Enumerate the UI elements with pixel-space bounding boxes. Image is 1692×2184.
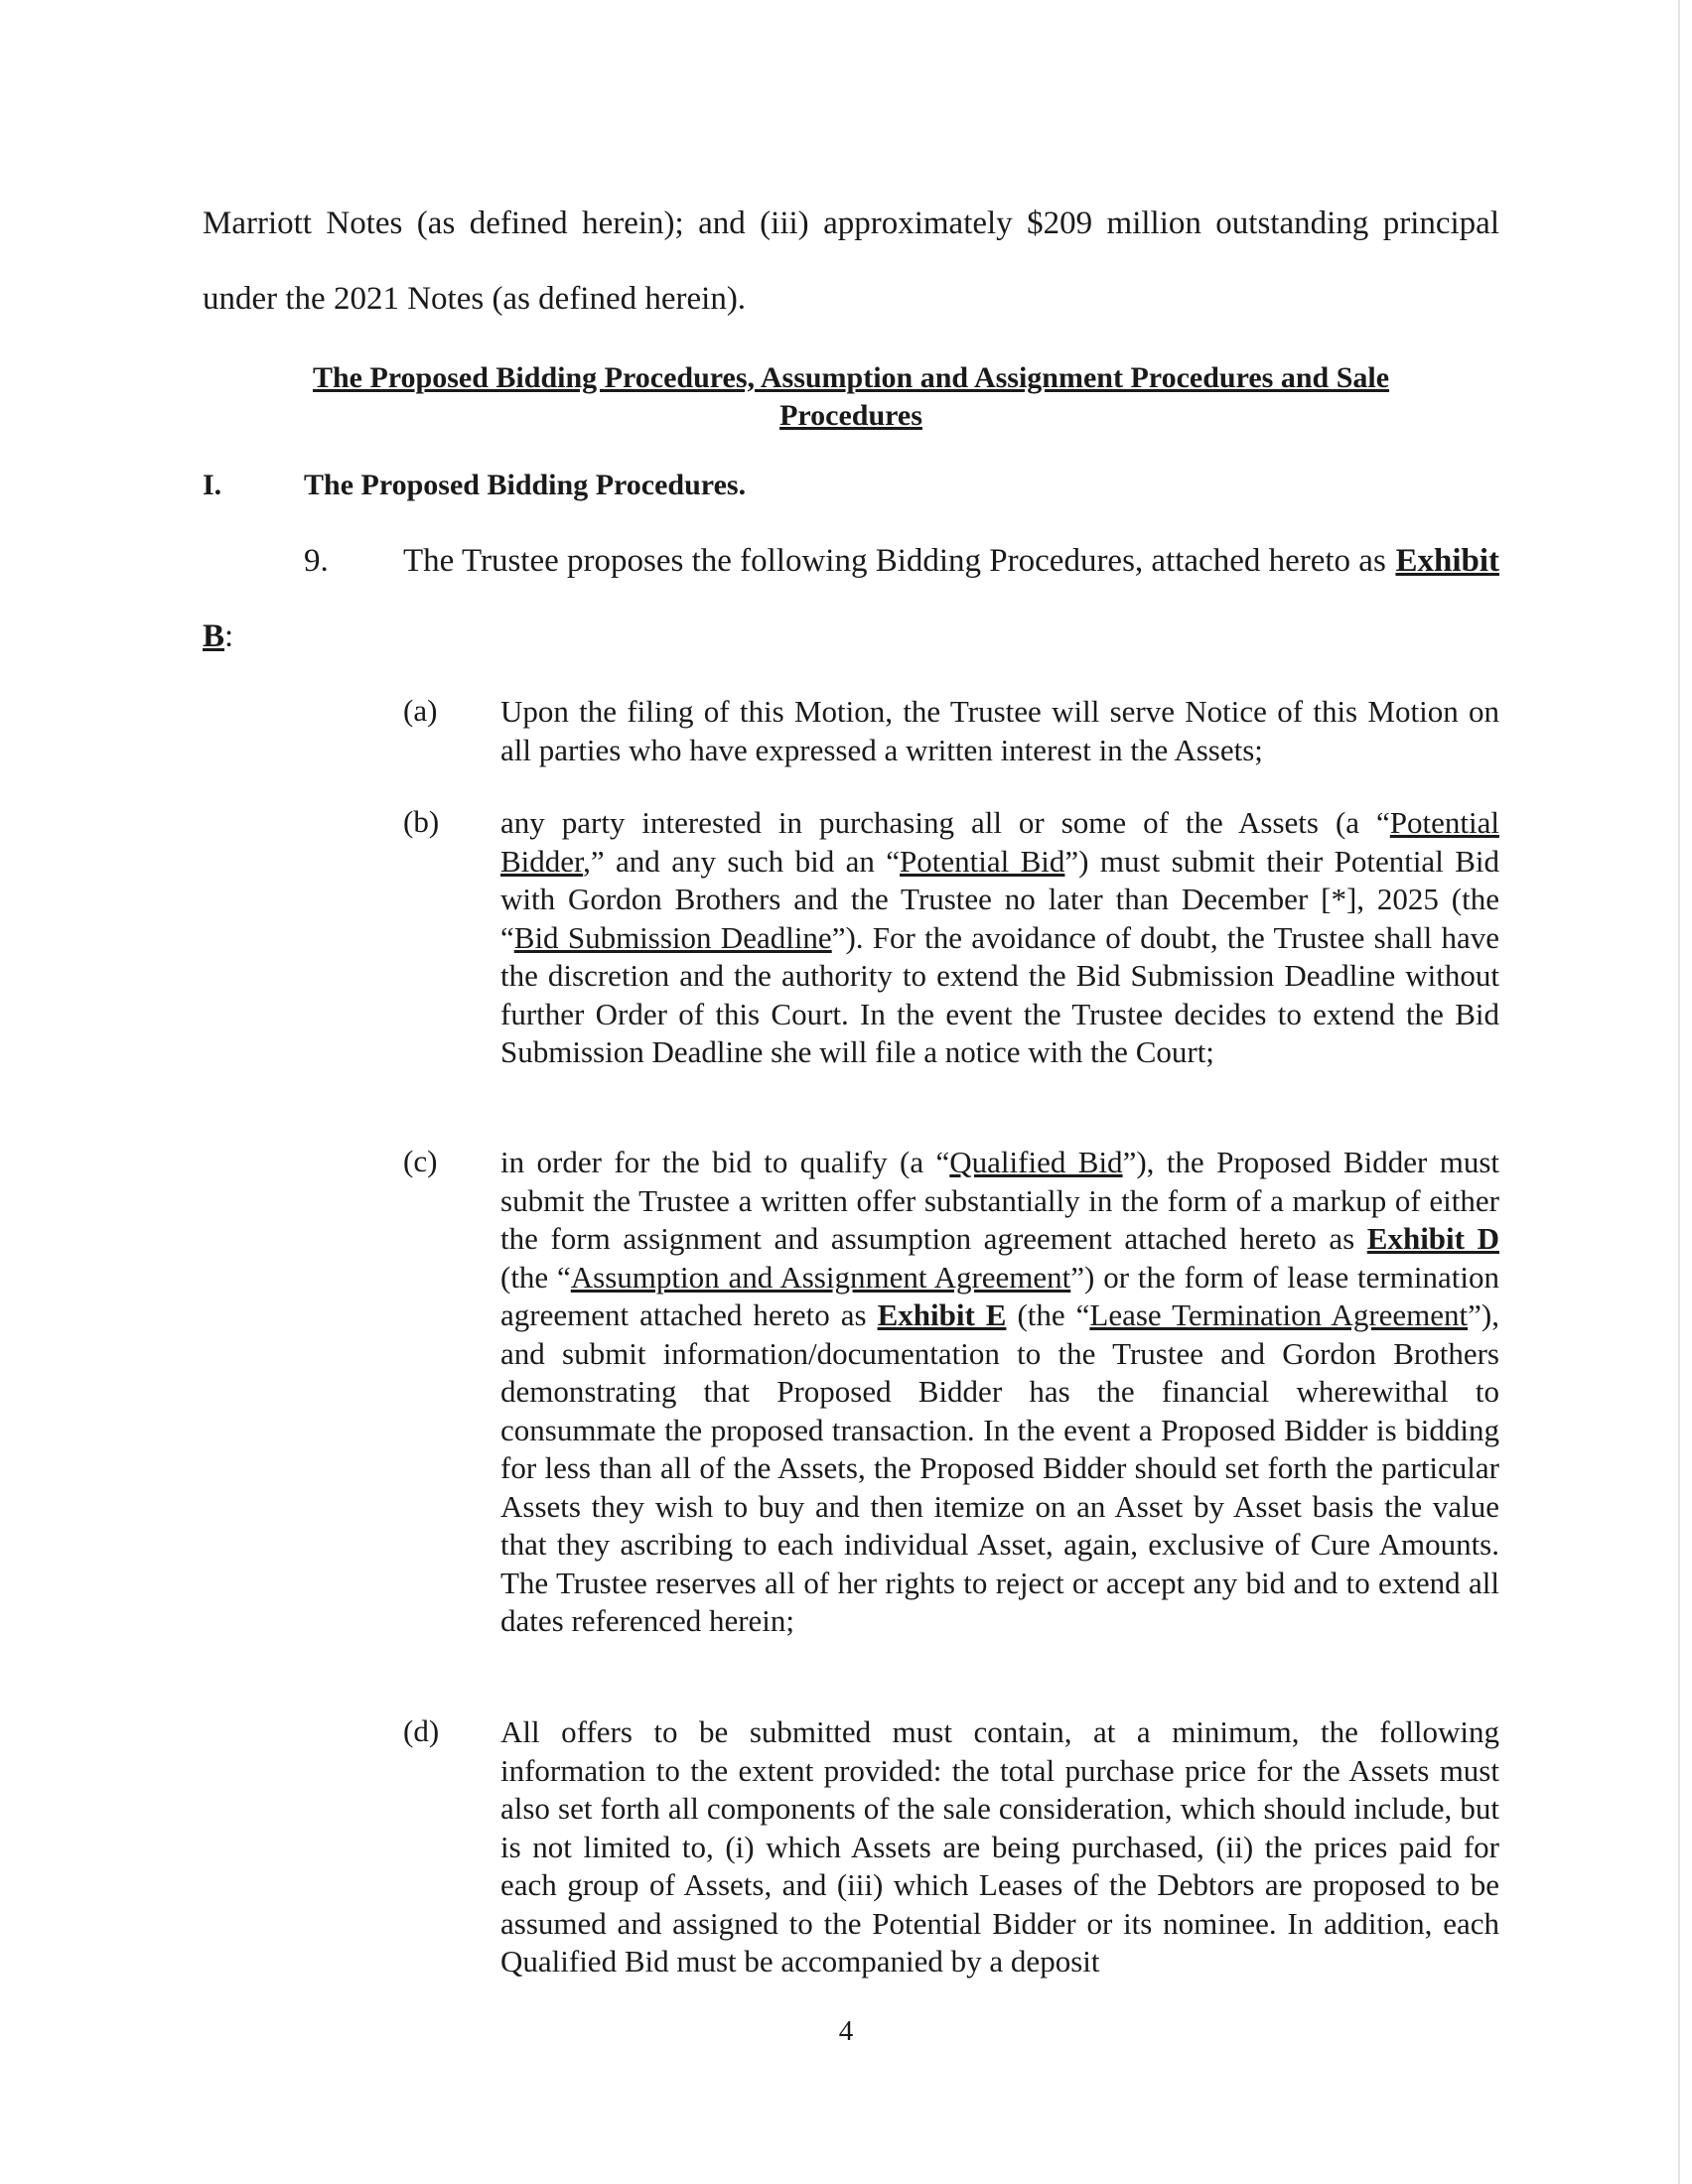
intro-line-1: Marriott Notes (as defined herein); and (iii) approximately $209 million outstanding principal bbox=[203, 205, 1499, 241]
assumption-assignment-agreement-term: Assumption and Assignment Agreement bbox=[570, 1259, 1071, 1295]
exhibit-d-reference: Exhibit D bbox=[1366, 1221, 1499, 1256]
item-c-text-2: ”), the Proposed Bidder must submit the Trustee a written offer substantially in the form of a markup of either the form assignment and assumption agreement attached hereto as bbox=[500, 1145, 1499, 1256]
para-9-line bbox=[403, 542, 1499, 580]
potential-bidder-term: Potential Bidder bbox=[500, 805, 1499, 879]
lease-termination-agreement-term: Lease Termination Agreement bbox=[1089, 1297, 1469, 1332]
item-c-label: (c) bbox=[403, 1144, 438, 1178]
item-b-text bbox=[500, 804, 1499, 1072]
exhibit-b-letter: B bbox=[203, 618, 225, 654]
bid-submission-deadline-term: Bid Submission Deadline bbox=[513, 919, 832, 955]
para-9-colon: : bbox=[224, 618, 234, 654]
item-a-text: Upon the filing of this Motion, the Trustee will serve Notice of this Motion on all parties who have expressed a written interest in the Assets; bbox=[500, 694, 1499, 767]
page-number: 4 bbox=[838, 2015, 854, 2047]
section-title-line-2: Procedures bbox=[779, 399, 922, 432]
exhibit-b-reference: Exhibit bbox=[1395, 543, 1499, 579]
section-heading: The Proposed Bidding Procedures. bbox=[304, 469, 747, 501]
item-c-text-5: (the “ bbox=[1006, 1297, 1090, 1332]
item-d-label: (d) bbox=[403, 1713, 440, 1748]
item-a-label: (a) bbox=[403, 693, 438, 728]
qualified-bid-term: Qualified Bid bbox=[949, 1145, 1123, 1179]
item-d-text: All offers to be submitted must contain, at a minimum, the following information to the extent provided: the total purchase price for the Assets must also set forth all components of the sale consideration, which should include, but is not limited to, (i) which Assets are being purchased, (ii) the prices paid for each group of Assets, and (iii) which Leases of the Debtors are proposed to be assumed and assigned to the Potential Bidder or its nominee. In addition, each Qualified Bid must be accompanied by a deposit bbox=[500, 1714, 1499, 1979]
item-c-text-6: ”), and submit information/documentation to the Trustee and Gordon Brothers demonstrating that Proposed Bidder has the financial wherewithal to consummate the proposed transaction. In the event a Proposed Bidder is bidding for less than all of the Assets, the Proposed Bidder should set forth the particular Assets they wish to buy and then itemize on an Asset by Asset basis the value that they ascribing to each individual Asset, again, exclusive of Cure Amounts. The Trustee reserves all of her rights to reject or accept any bid and to extend all dates referenced herein; bbox=[500, 1297, 1499, 1638]
item-b-text-3: ”) must submit their Potential Bid with Gordon Brothers and the Trustee no later than December [*], 2025 (the “ bbox=[500, 843, 1499, 955]
para-9-text: The Trustee proposes the following Bidding Procedures, attached hereto as bbox=[403, 543, 1386, 579]
para-9-continuation bbox=[203, 617, 233, 655]
para-9-number: 9. bbox=[304, 543, 329, 579]
item-b-label: (b) bbox=[403, 804, 440, 839]
section-title-line-1: The Proposed Bidding Procedures, Assumption and Assignment Procedures and Sale bbox=[312, 361, 1390, 394]
potential-bid-term: Potential Bid bbox=[900, 843, 1065, 879]
section-title bbox=[203, 359, 1499, 435]
item-b-text-4: ”). For the avoidance of doubt, the Trustee shall have the discretion and the authority to extend the Bid Submission Deadline without further Order of this Court. In the event the Trustee decides to extend the Bid Submission Deadline she will file a notice with the Court; bbox=[500, 919, 1499, 1069]
item-b-text-2: ,” and any such bid an “ bbox=[583, 843, 901, 879]
item-c-text bbox=[500, 1144, 1499, 1641]
item-c-text-3: (the “ bbox=[500, 1259, 571, 1295]
intro-line-2: under the 2021 Notes (as defined herein). bbox=[203, 281, 747, 317]
exhibit-e-reference: Exhibit E bbox=[877, 1297, 1007, 1332]
item-c-text-4: ”) or the form of lease termination agreement attached hereto as bbox=[500, 1259, 1499, 1332]
scan-edge-line bbox=[1678, 0, 1680, 2184]
section-number: I. bbox=[203, 469, 222, 501]
item-b-text-1: any party interested in purchasing all or some of the Assets (a “ bbox=[500, 805, 1390, 840]
item-c-text-1: in order for the bid to qualify (a “ bbox=[500, 1145, 950, 1179]
